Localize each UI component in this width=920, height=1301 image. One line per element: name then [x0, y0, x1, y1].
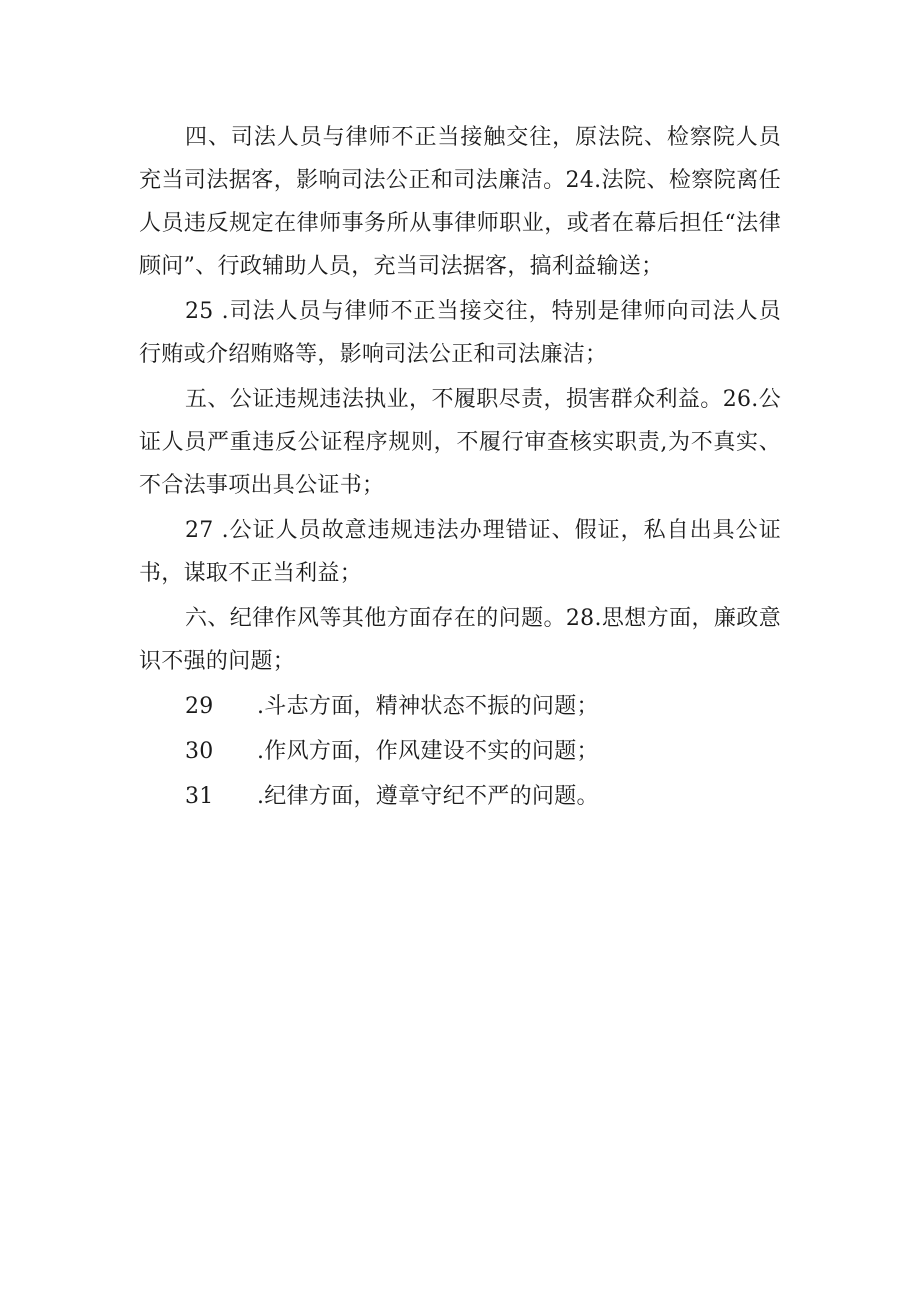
item-text: .作风方面，作风建设不实的问题；	[257, 739, 599, 764]
list-item-30	[139, 730, 781, 773]
item-text: .斗志方面，精神状态不振的问题；	[257, 694, 599, 719]
paragraph-item-25: 25 .司法人员与律师不正当接交往，特别是律师向司法人员行贿或介绍贿赂等，影响司法公正和司法廉洁；	[139, 299, 781, 367]
paragraph-section-five: 五、公证违规违法执业，不履职尽责，损害群众利益。26.公证人员严重违反公证程序规则，不履行审查核实职责,为不真实、不合法事项出具公证书；	[139, 387, 781, 498]
paragraph-section-four: 四、司法人员与律师不正当接触交往，原法院、检察院人员充当司法据客，影响司法公正和司法廉洁。24.法院、检察院离任人员违反规定在律师事务所从事律师职业，或者在幕后担任“法律顾问”、行政辅助人员，充当司法据客，搞利益输送；	[139, 125, 781, 279]
item-number: 31	[185, 784, 214, 809]
item-number: 30	[185, 739, 214, 764]
item-number: 29	[185, 694, 214, 719]
item-text: .纪律方面，遵章守纪不严的问题。	[257, 784, 599, 809]
paragraph-section-six: 六、纪律作风等其他方面存在的问题。28.思想方面，廉政意识不强的问题；	[139, 606, 781, 674]
list-item-29	[139, 685, 781, 728]
list-item-31	[139, 775, 781, 818]
document-page	[139, 116, 781, 820]
paragraph-item-27: 27 .公证人员故意违规违法办理错证、假证，私自出具公证书，谋取不正当利益；	[139, 518, 781, 586]
